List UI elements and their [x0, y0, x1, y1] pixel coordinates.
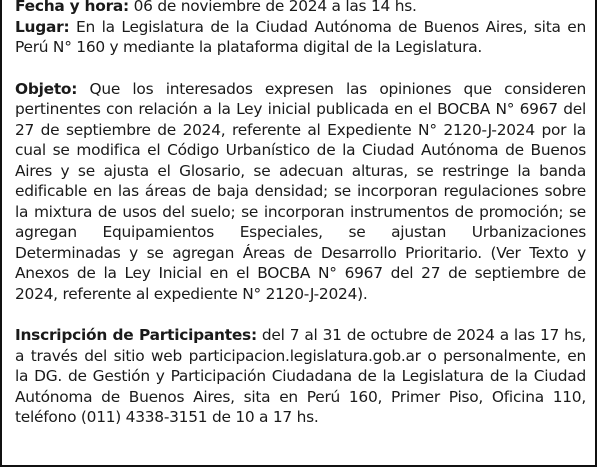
inscripcion-label: Inscripción de Participantes:: [15, 326, 257, 344]
objeto-paragraph: [15, 79, 586, 305]
lugar-label: Lugar:: [15, 17, 70, 36]
fecha-hora-value: 06 de noviembre de 2024 a las 14 hs.: [128, 0, 417, 15]
document-body: [15, 0, 586, 449]
inscripcion-value: del 7 al 31 de octubre de 2024 a las 17 hs, a través del sitio web participacion.legislatura.gob.ar o personalmente, en la DG. de Gestión y Participación Ciudadana de la Legislatura de la Ciudad Autónoma de Buenos Aires, sita en Perú 160, Primer Piso, Oficina 110, teléfono (011) 4338-3151 de 10 a 17 hs.: [15, 326, 586, 426]
objeto-label: Objeto:: [15, 79, 78, 98]
fecha-hora-line: [15, 0, 586, 17]
lugar-paragraph: [15, 17, 586, 58]
inscripcion-paragraph: [15, 325, 586, 428]
fecha-hora-label: Fecha y hora:: [15, 0, 129, 15]
objeto-value: Que los interesados expresen las opiniones que consideren pertinentes con relación a la Ley inicial publicada en el BOCBA N° 6967 del 27 de septiembre de 2024, referente al Expediente N° 2120-J-2024 por la cual se modifica el Código Urbanístico de la Ciudad Autónoma de Buenos Aires y se ajusta el Glosario, se adecuan alturas, se restringe la banda edificable en las áreas de baja densidad; se incorporan regulaciones sobre la mixtura de usos del suelo; se incorporan instrumentos de promoción; se agregan Equipamientos Especiales, se ajustan Urbanizaciones Determinadas y se agregan Áreas de Desarrollo Prioritario. (Ver Texto y Anexos de la Ley Inicial en el BOCBA N° 6967 del 27 de septiembre de 2024, referente al expediente N° 2120-J-2024).: [15, 79, 586, 303]
lugar-value: En la Legislatura de la Ciudad Autónoma de Buenos Aires, sita en Perú N° 160 y mediante la plataforma digital de la Legislatura.: [15, 17, 586, 56]
